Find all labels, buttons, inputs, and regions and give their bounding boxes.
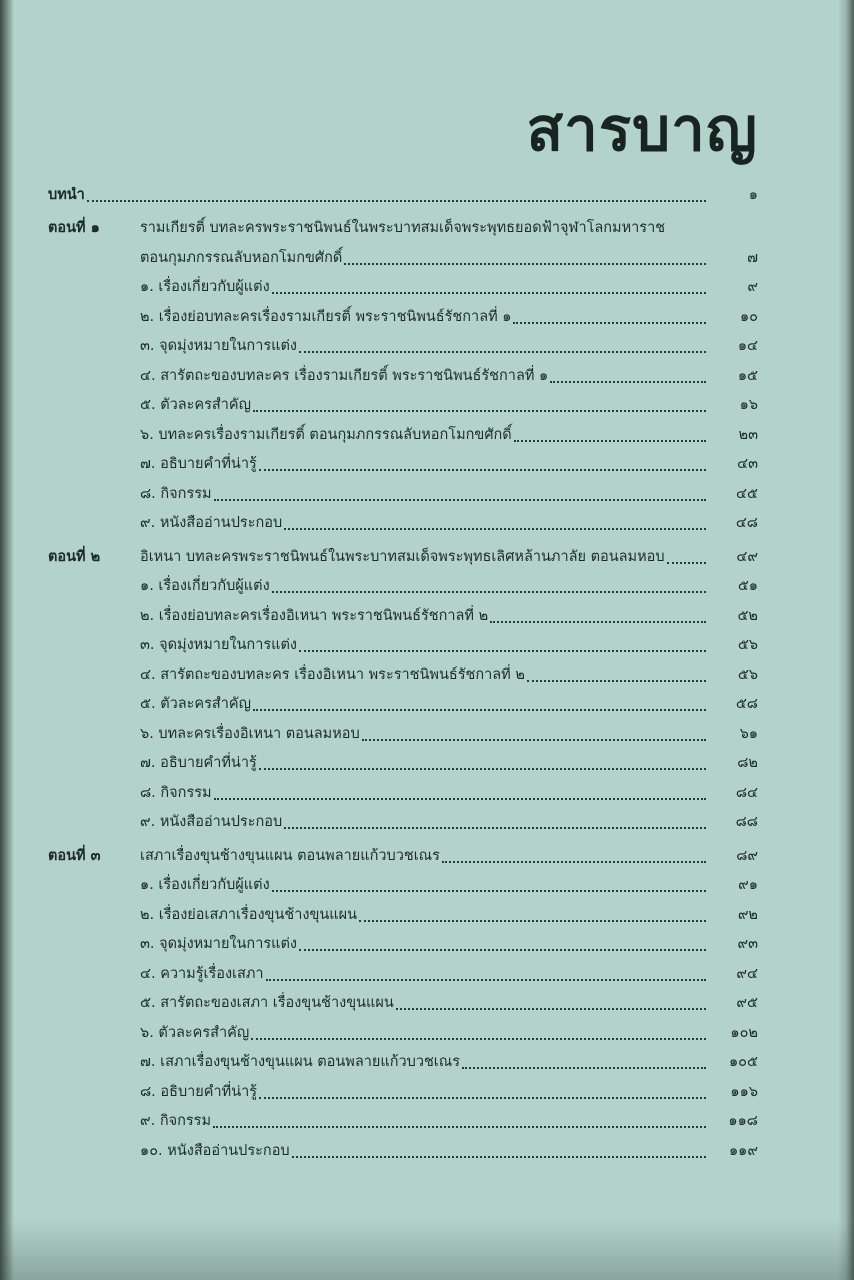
dot-leader [667, 561, 706, 564]
dot-leader [214, 797, 706, 800]
toc-item-row [48, 656, 758, 686]
toc-item-row [48, 1014, 758, 1044]
dot-leader [214, 498, 706, 501]
toc-item-row [48, 597, 758, 627]
toc-page-number: ๑๔ [737, 338, 758, 354]
toc-intro-label: บทนำ [48, 186, 85, 203]
toc-item-row [48, 955, 758, 985]
dot-leader [253, 708, 706, 711]
dot-leader [396, 1007, 706, 1010]
toc-item-row [48, 804, 758, 834]
dot-leader [513, 321, 706, 324]
toc-item-label: ๑. เรื่องเกี่ยวกับผู้แต่ง [140, 877, 270, 893]
toc-page-number: ๗ [747, 249, 758, 266]
toc-page-number: ๔๓ [737, 456, 758, 472]
toc-item-label: ๙. กิจกรรม [140, 1113, 212, 1129]
toc-item-label: ๑. เรื่องเกี่ยวกับผู้แต่ง [140, 279, 270, 295]
toc-item-label: ๖. บทละครเรื่องรามเกียรติ์ ตอนกุมภกรรณลับหอกโมกขศักดิ์ [140, 426, 512, 443]
dot-leader [299, 948, 706, 951]
toc-item-row [48, 357, 758, 387]
chapter-title: เสภาเรื่องขุนช้างขุนแผน ตอนพลายแก้วบวชเณร [140, 847, 440, 864]
toc-item-row [48, 627, 758, 657]
toc-item-label: ๔. ความรู้เรื่องเสภา [140, 965, 264, 982]
toc-item-label: ๒. เรื่องย่อเสภาเรื่องขุนช้างขุนแผน [140, 906, 358, 923]
toc-page-number: ๑ [748, 186, 758, 203]
dot-leader [259, 767, 706, 770]
dot-leader [272, 590, 706, 593]
chapter-heading-row [48, 210, 758, 240]
page-title: สารบาญ [526, 95, 758, 165]
toc-item-label: ๔. สารัตถะของบทละคร เรื่องรามเกียรติ์ พระราชนิพนธ์รัชกาลที่ ๑ [140, 367, 549, 384]
dot-leader [266, 978, 706, 981]
dot-leader [272, 889, 706, 892]
toc-page-number: ๙๓ [737, 936, 758, 952]
toc-item-row [48, 926, 758, 956]
chapter-prefix: ตอนที่ ๓ [48, 847, 101, 864]
toc-page-number: ๕๑ [737, 578, 758, 594]
toc-page-number: ๕๘ [735, 696, 758, 712]
toc-item-label: ๘. กิจกรรม [140, 485, 212, 502]
toc-item-row [48, 867, 758, 897]
toc-page-number: ๑๑๙ [728, 1142, 758, 1159]
toc-item-row [48, 985, 758, 1015]
dot-leader [514, 439, 706, 442]
toc-page-number: ๙๑ [738, 877, 758, 893]
toc-item-row [48, 269, 758, 299]
toc-page-number: ๖๑ [739, 725, 758, 742]
dot-leader [442, 860, 706, 863]
dot-leader [272, 291, 706, 294]
toc-page-number: ๑๐๕ [728, 1054, 758, 1070]
toc-item-label: ๗. เสภาเรื่องขุนช้างขุนแผน ตอนพลายแก้วบวชเณร [140, 1054, 461, 1070]
toc-item-row [48, 896, 758, 926]
toc-item-row [48, 475, 758, 505]
toc-item-label: ๙. หนังสืออ่านประกอบ [140, 814, 283, 830]
toc-item-row [48, 568, 758, 598]
toc-page-number: ๑๑๘ [728, 1113, 758, 1129]
toc-page-number: ๘๔ [735, 784, 758, 801]
toc-item-row [48, 416, 758, 446]
toc-item-label: ๕. ตัวละครสำคัญ [140, 696, 251, 712]
toc-item-label: ๒. เรื่องย่อบทละครเรื่องรามเกียรติ์ พระราชนิพนธ์รัชกาลที่ ๑ [140, 308, 512, 325]
toc-item-label: ๖. ตัวละครสำคัญ [140, 1024, 250, 1041]
toc-item-row [48, 1044, 758, 1074]
toc-item-row [48, 1103, 758, 1133]
chapter-title-continued: ตอนกุมภกรรณลับหอกโมกขศักดิ์ [140, 249, 343, 266]
toc-item-label: ๓. จุดมุ่งหมายในการแต่ง [140, 936, 297, 952]
toc-page-number: ๘๙ [736, 847, 758, 864]
dot-leader [259, 1096, 706, 1099]
toc-page-number: ๑๐ [739, 308, 758, 325]
toc-page-number: ๕๒ [737, 607, 758, 624]
toc-page-number: ๕๖ [737, 637, 758, 653]
dot-leader [527, 679, 706, 682]
toc-page-number: ๑๕ [737, 367, 758, 384]
toc-item-label: ๑. เรื่องเกี่ยวกับผู้แต่ง [140, 578, 270, 594]
toc-page-number: ๑๑๖ [730, 1083, 758, 1100]
toc-item-label: ๔. สารัตถะของบทละคร เรื่องอิเหนา พระราชนิพนธ์รัชกาลที่ ๒ [140, 666, 525, 683]
dot-leader [362, 738, 706, 741]
page-edge-right [838, 0, 854, 1280]
toc-item-row [48, 298, 758, 328]
toc-item-label: ๑๐. หนังสืออ่านประกอบ [140, 1142, 290, 1159]
page-shadow-bottom [0, 1220, 854, 1280]
toc-page-number: ๒๓ [738, 426, 758, 443]
toc-item-row [48, 1132, 758, 1162]
dot-leader [87, 199, 706, 202]
dot-leader [344, 262, 706, 265]
toc-item-label: ๓. จุดมุ่งหมายในการแต่ง [140, 338, 297, 354]
dot-leader [253, 409, 706, 412]
toc-item-label: ๗. อธิบายคำที่น่ารู้ [140, 755, 257, 771]
page-edge-left [0, 0, 14, 1280]
dot-leader [213, 1125, 706, 1128]
chapter-prefix: ตอนที่ ๑ [48, 220, 100, 236]
dot-leader [292, 1155, 706, 1158]
toc-item-row [48, 505, 758, 535]
toc-page-number: ๑๖ [739, 397, 758, 413]
toc-page-number: ๙ [747, 279, 758, 295]
chapter-heading-row [48, 239, 758, 269]
dot-leader [299, 350, 706, 353]
toc-item-label: ๕. ตัวละครสำคัญ [140, 397, 251, 413]
toc-page-number: ๑๐๒ [730, 1024, 758, 1041]
toc-item-row [48, 774, 758, 804]
dot-leader [284, 527, 706, 530]
dot-leader [550, 380, 706, 383]
dot-leader [299, 649, 706, 652]
toc-intro-row [48, 176, 758, 206]
toc-item-label: ๙. หนังสืออ่านประกอบ [140, 515, 283, 531]
toc-page-number: ๔๕ [736, 485, 758, 502]
toc-page-number: ๘๘ [735, 814, 758, 830]
toc-item-row [48, 745, 758, 775]
toc-item-label: ๘. อธิบายคำที่น่ารู้ [140, 1083, 258, 1100]
dot-leader [251, 1037, 706, 1040]
toc-item-label: ๕. สารัตถะของเสภา เรื่องขุนช้างขุนแผน [140, 995, 394, 1011]
toc-page-number: ๙๔ [736, 965, 758, 982]
toc-item-label: ๘. กิจกรรม [140, 784, 212, 801]
toc-item-row [48, 1073, 758, 1103]
toc-item-label: ๒. เรื่องย่อบทละครเรื่องอิเหนา พระราชนิพนธ์รัชกาลที่ ๒ [140, 607, 489, 624]
dot-leader [462, 1066, 706, 1069]
dot-leader [259, 468, 706, 471]
toc-item-row [48, 446, 758, 476]
toc-page-number: ๕๖ [737, 666, 758, 683]
toc-page-number: ๙๒ [737, 906, 758, 923]
table-of-contents [48, 176, 758, 1162]
toc-item-label: ๓. จุดมุ่งหมายในการแต่ง [140, 637, 297, 653]
toc-page-number: ๔๘ [735, 515, 758, 531]
toc-item-label: ๖. บทละครเรื่องอิเหนา ตอนลมหอบ [140, 725, 360, 742]
toc-page-number: ๘๒ [737, 755, 758, 771]
dot-leader [284, 826, 706, 829]
toc-item-row [48, 328, 758, 358]
toc-item-row [48, 387, 758, 417]
toc-page-number: ๔๙ [736, 548, 758, 565]
toc-item-row [48, 715, 758, 745]
chapter-title: อิเหนา บทละครพระราชนิพนธ์ในพระบาทสมเด็จพระพุทธเลิศหล้านภาลัย ตอนลมหอบ [140, 548, 665, 565]
dot-leader [490, 620, 706, 623]
toc-item-label: ๗. อธิบายคำที่น่ารู้ [140, 456, 257, 472]
chapter-prefix: ตอนที่ ๒ [48, 548, 101, 565]
dot-leader [359, 919, 706, 922]
toc-item-row [48, 686, 758, 716]
chapter-heading-row [48, 538, 758, 568]
toc-page-number: ๙๕ [736, 995, 758, 1011]
chapter-title: รามเกียรติ์ บทละครพระราชนิพนธ์ในพระบาทสมเด็จพระพุทธยอดฟ้าจุฬาโลกมหาราช [140, 220, 666, 236]
chapter-heading-row [48, 837, 758, 867]
